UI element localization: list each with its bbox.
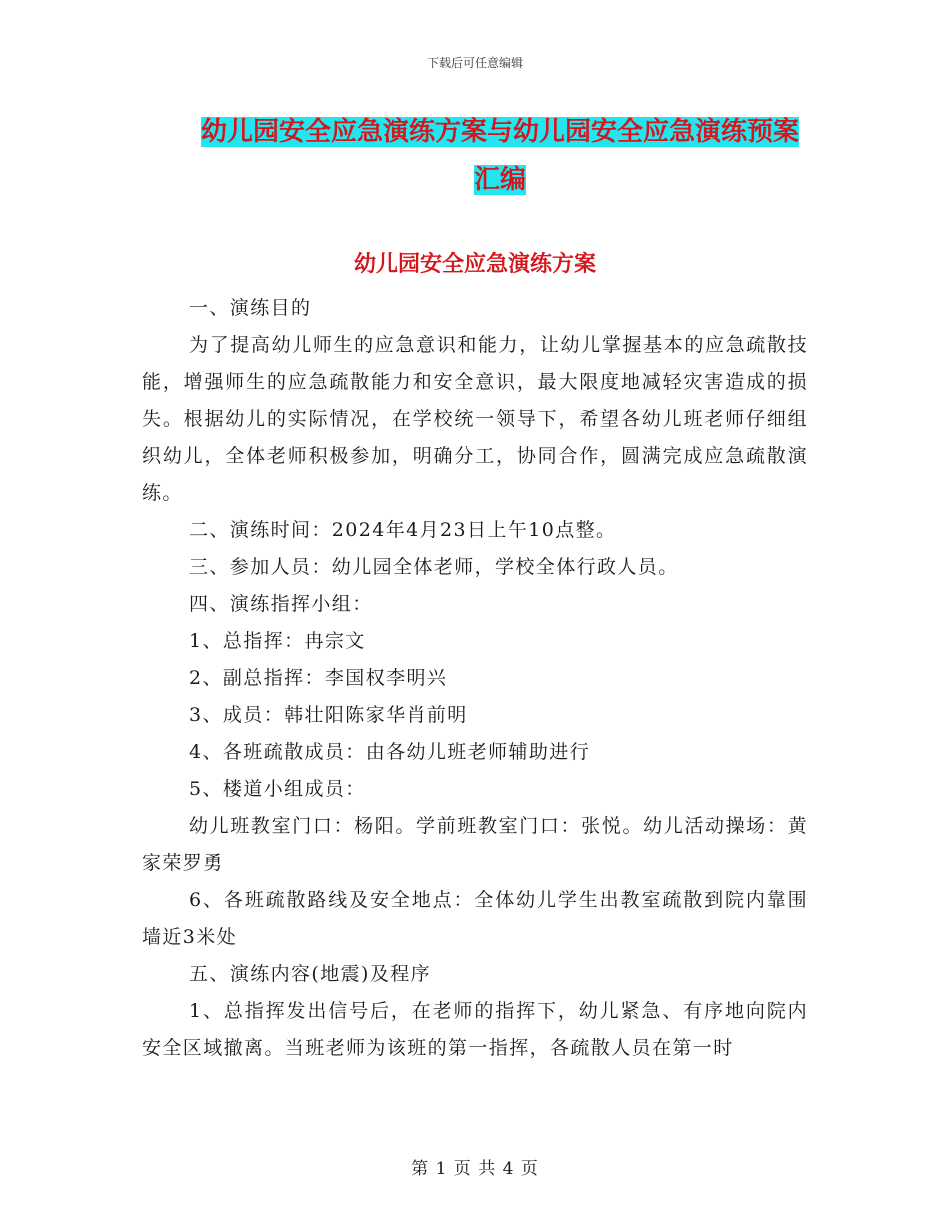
paragraph-purpose: 为了提高幼儿师生的应急意识和能力，让幼儿掌握基本的应急疏散技能，增强师生的应急疏散能力和安全意识，最大限度地减轻灾害造成的损失。根据幼儿的实际情况，在学校统一领导下，希望各幼儿班老师仔细组织幼儿，全体老师积极参加，明确分工，协同合作，圆满完成应急疏散演练。 bbox=[142, 334, 808, 504]
list-item-corridor-group: 5、楼道小组成员： bbox=[189, 778, 366, 800]
list-item-class-evacuation: 4、各班疏散成员：由各幼儿班老师辅助进行 bbox=[189, 741, 591, 763]
paragraph-drill-time: 二、演练时间：2024年4月23日上午10点整。 bbox=[189, 519, 617, 541]
list-item-deputy-commander: 2、副总指挥：李国权李明兴 bbox=[189, 667, 448, 689]
list-item-members: 3、成员：韩壮阳陈家华肖前明 bbox=[189, 704, 468, 726]
list-item-chief-commander: 1、总指挥：冉宗文 bbox=[189, 630, 366, 652]
document-title bbox=[150, 108, 850, 204]
list-item-evacuation-route: 6、各班疏散路线及安全地点：全体幼儿学生出教室疏散到院内靠围墙近3米处 bbox=[142, 889, 808, 948]
paragraph-procedure-step-1: 1、总指挥发出信号后，在老师的指挥下，幼儿紧急、有序地向院内安全区域撤离。当班老师为该班的第一指挥，各疏散人员在第一时 bbox=[142, 1000, 808, 1059]
document-body bbox=[142, 290, 808, 1067]
heading-purpose: 一、演练目的 bbox=[189, 297, 312, 319]
page-number: 第 1 页 共 4 页 bbox=[411, 1159, 539, 1179]
heading-command-group: 四、演练指挥小组： bbox=[189, 593, 373, 615]
section-title: 幼儿园安全应急演练方案 bbox=[353, 251, 596, 277]
document-title-line-1: 幼儿园安全应急演练方案与幼儿园安全应急演练预案 bbox=[200, 117, 799, 147]
document-title-line-2: 汇编 bbox=[473, 165, 526, 195]
paragraph-participants: 三、参加人员：幼儿园全体老师，学校全体行政人员。 bbox=[189, 556, 679, 578]
heading-drill-content: 五、演练内容(地震)及程序 bbox=[189, 963, 432, 985]
paragraph-corridor-assignments: 幼儿班教室门口：杨阳。学前班教室门口：张悦。幼儿活动操场：黄家荣罗勇 bbox=[142, 815, 808, 874]
page-header-note: 下载后可任意编辑 bbox=[426, 56, 523, 70]
